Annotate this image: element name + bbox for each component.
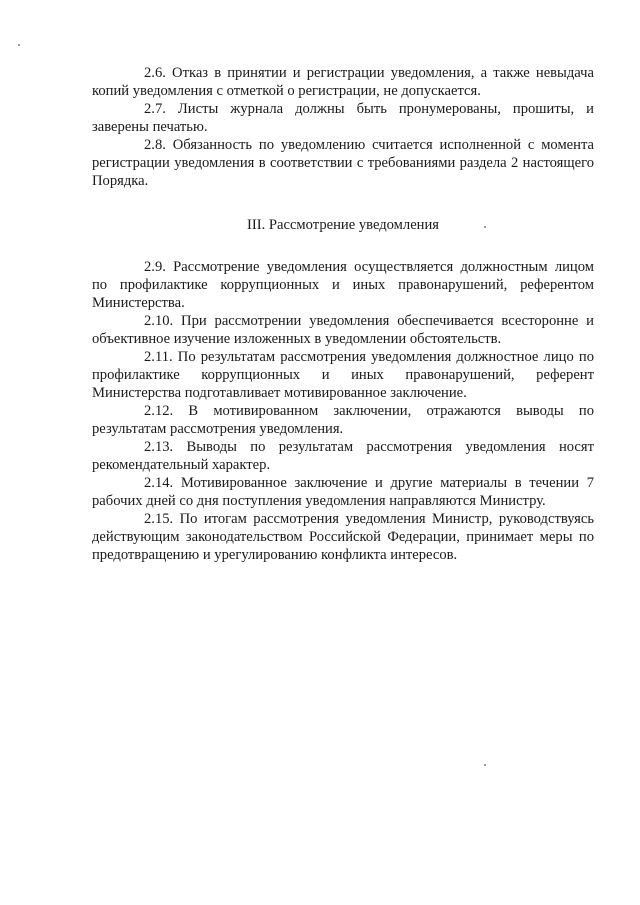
document-body [92,64,594,564]
scan-speck [484,226,486,228]
paragraph-2-8: 2.8. Обязанность по уведомлению считается исполненной с момента регистрации уведомления в соответствии с требованиями раздела 2 настоящего Порядка. [92,137,594,189]
scan-speck [484,764,486,766]
paragraph-2-9: 2.9. Рассмотрение уведомления осуществляется должностным лицом по профилактике коррупционных и иных правонарушений, референтом Министерства. [92,259,594,311]
paragraph-2-6: 2.6. Отказ в принятии и регистрации уведомления, а также невыдача копий уведомления с отметкой о регистрации, не допускается. [92,65,594,99]
paragraph-2-12: 2.12. В мотивированном заключении, отражаются выводы по результатам рассмотрения уведомления. [92,403,594,437]
paragraph-2-14: 2.14. Мотивированное заключение и другие материалы в течении 7 рабочих дней со дня поступления уведомления направляются Министру. [92,475,594,509]
paragraph-2-13: 2.13. Выводы по результатам рассмотрения уведомления носят рекомендательный характер. [92,439,594,473]
paragraph-2-10: 2.10. При рассмотрении уведомления обеспечивается всесторонне и объективное изучение изложенных в уведомлении обстоятельств. [92,313,594,347]
section-heading: III. Рассмотрение уведомления [247,217,439,233]
paragraph-2-15: 2.15. По итогам рассмотрения уведомления Министр, руководствуясь действующим законодательством Российской Федерации, принимает меры по предотвращению и урегулированию конфликта интересов. [92,511,594,563]
paragraph-2-7: 2.7. Листы журнала должны быть пронумерованы, прошиты, и заверены печатью. [92,101,594,135]
scan-speck [18,44,20,46]
paragraph-2-11: 2.11. По результатам рассмотрения уведомления должностное лицо по профилактике коррупционных и иных правонарушений, референт Министерства подготавливает мотивированное заключение. [92,349,594,401]
